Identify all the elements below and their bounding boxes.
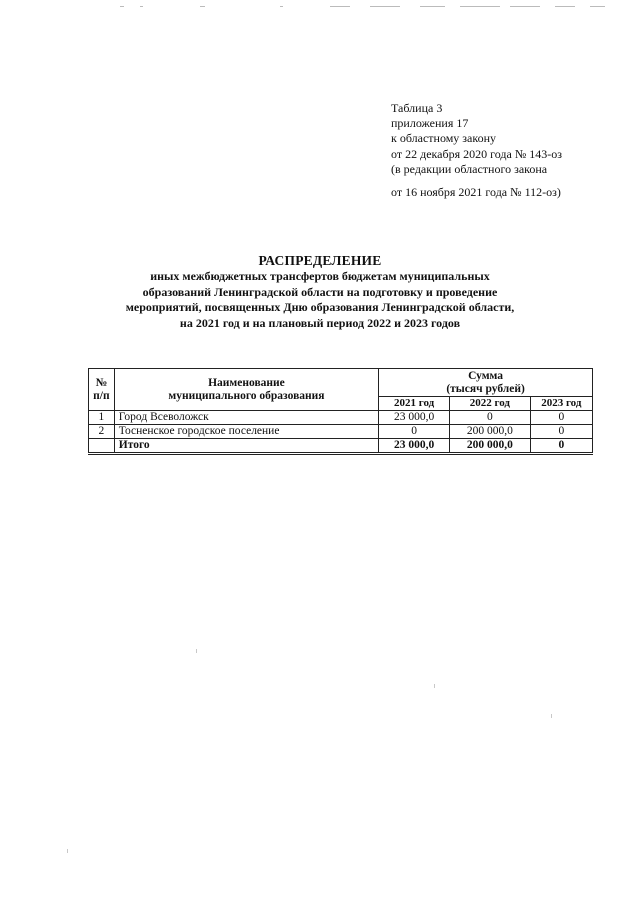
column-header-name: Наименование муниципального образования	[114, 369, 378, 411]
title-line: мероприятий, посвященных Дню образования Ленинградской области,	[125, 300, 515, 314]
document-title	[60, 253, 580, 331]
amount-2022: 200 000,0	[450, 425, 531, 439]
column-header-year-2023: 2023 год	[530, 397, 592, 411]
title-description	[60, 269, 580, 331]
total-2023: 0	[530, 439, 592, 454]
scan-speck	[67, 849, 68, 853]
appendix-reference	[391, 101, 562, 200]
column-header-number: № п/п	[89, 369, 115, 411]
table-total-row	[89, 439, 593, 454]
amount-2023: 0	[530, 425, 592, 439]
amount-2023: 0	[530, 411, 592, 425]
scan-artifact-top	[80, 6, 640, 9]
total-label: Итого	[114, 439, 378, 454]
municipality-name: Тосненское городское поселение	[114, 425, 378, 439]
revision-date: от 16 ноября 2021 года № 112-оз)	[391, 185, 561, 200]
total-number-cell	[89, 439, 115, 454]
law-reference: к областному закону	[391, 131, 497, 146]
scan-speck	[434, 684, 435, 688]
scan-speck	[551, 714, 552, 718]
revision-note: (в редакции областного закона	[391, 161, 548, 176]
column-header-sum: Сумма (тысяч рублей)	[379, 369, 593, 397]
law-date: от 22 декабря 2020 года № 143-оз	[391, 146, 563, 161]
title-heading: РАСПРЕДЕЛЕНИЕ	[258, 253, 382, 268]
row-number: 1	[89, 411, 115, 425]
title-line: на 2021 год и на плановый период 2022 и 2023 годов	[179, 315, 461, 330]
row-number: 2	[89, 425, 115, 439]
total-2021: 23 000,0	[379, 439, 450, 454]
amount-2022: 0	[450, 411, 531, 425]
title-line: образований Ленинградской области на подготовку и проведение	[142, 284, 498, 299]
total-2022: 200 000,0	[450, 439, 531, 454]
table-row	[89, 425, 593, 439]
table-number: Таблица 3	[391, 101, 443, 115]
appendix-number: приложения 17	[391, 116, 469, 131]
distribution-table	[88, 368, 593, 455]
title-line: иных межбюджетных трансфертов бюджетам муниципальных	[150, 269, 490, 283]
municipality-name: Город Всеволожск	[114, 411, 378, 425]
scan-speck	[196, 649, 197, 653]
column-header-year-2022: 2022 год	[450, 397, 531, 411]
amount-2021: 23 000,0	[379, 411, 450, 425]
amount-2021: 0	[379, 425, 450, 439]
table-row	[89, 411, 593, 425]
column-header-year-2021: 2021 год	[379, 397, 450, 411]
